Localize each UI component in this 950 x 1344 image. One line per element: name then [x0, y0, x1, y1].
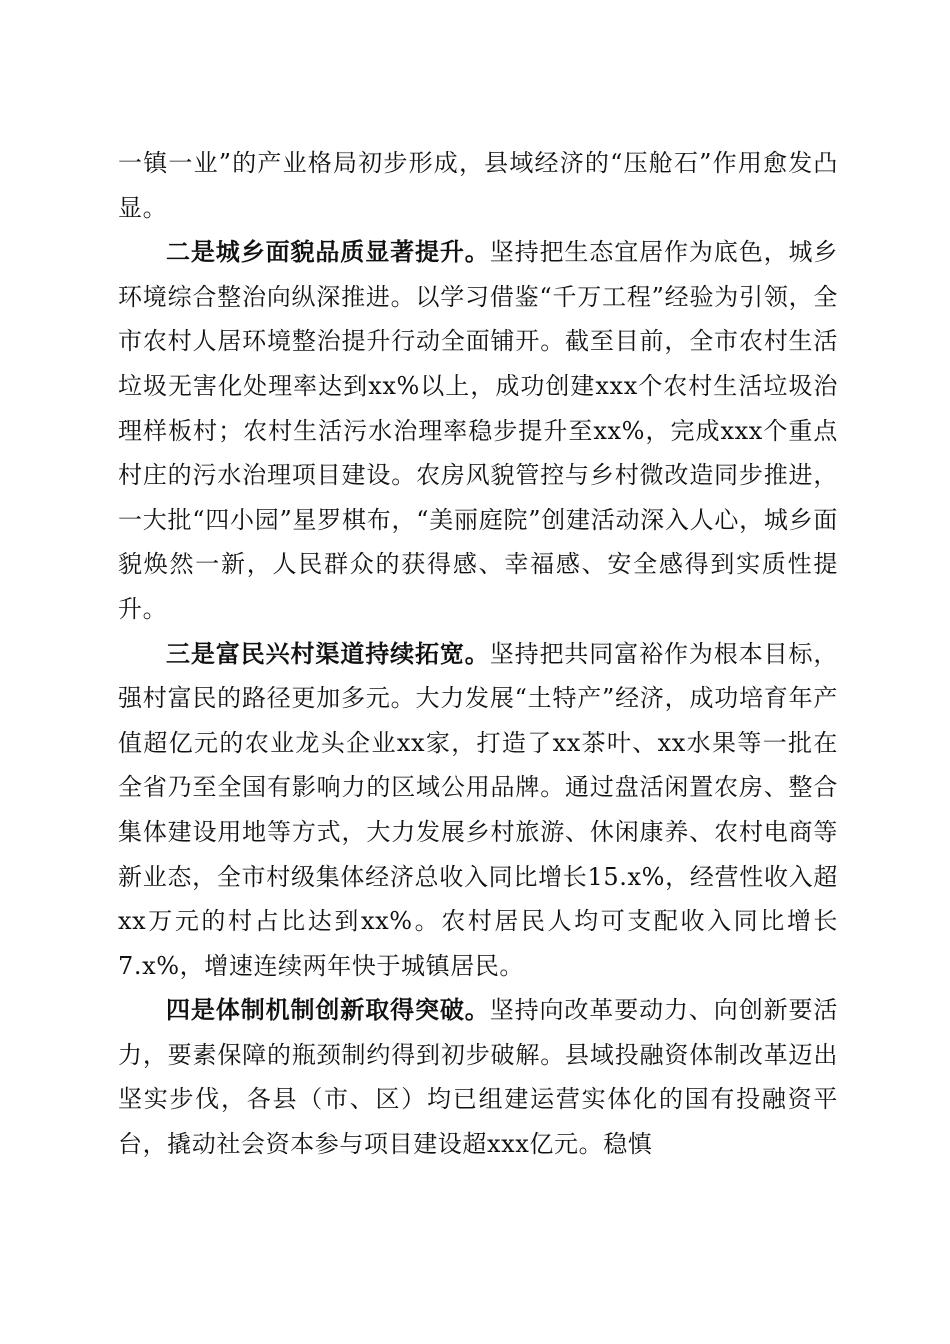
paragraph-lead: 四是体制机制创新取得突破。: [166, 995, 490, 1025]
paragraph-continuation: [118, 141, 838, 230]
paragraph-text: 一镇一业”的产业格局初步形成，县域经济的“压舱石”作用愈发凸显。: [118, 149, 838, 222]
paragraph-text: 坚持把生态宜居作为底色，城乡环境综合整治向纵深推进。以学习借鉴“千万工程”经验为引领，全市农村人居环境整治提升行动全面铺开。截至目前，全市农村生活垃圾无害化处理率达到xx%以上，成功创建xxx个农村生活垃圾治理样板村；农村生活污水治理率稳步提升至xx%，完成xxx个重点村庄的污水治理项目建设。农房风貌管控与乡村微改造同步推进，一大批“四小园”星罗棋布，“美丽庭院”创建活动深入人心，城乡面貌焕然一新，人民群众的获得感、幸福感、安全感得到实质性提升。: [118, 238, 838, 623]
paragraph-text: 坚持向改革要动力、向创新要活力，要素保障的瓶颈制约得到初步破解。县域投融资体制改革迈出坚实步伐，各县（市、区）均已组建运营实体化的国有投融资平台，撬动社会资本参与项目建设超xxx亿元。稳慎: [118, 996, 838, 1159]
paragraph-urban-rural: [118, 230, 838, 631]
paragraph-prosperity: [118, 632, 838, 989]
document-body: [118, 141, 838, 1167]
paragraph-text: 坚持把共同富裕作为根本目标，强村富民的路径更加多元。大力发展“土特产”经济，成功培育年产值超亿元的农业龙头企业xx家，打造了xx茶叶、xx水果等一批在全省乃至全国有影响力的区域公用品牌。通过盘活闲置农房、整合集体建设用地等方式，大力发展乡村旅游、休闲康养、农村电商等新业态，全市村级集体经济总收入同比增长15.x%，经营性收入超xx万元的村占比达到xx%。农村居民人均可支配收入同比增长7.x%，增速连续两年快于城镇居民。: [118, 639, 838, 980]
paragraph-lead: 二是城乡面貌品质显著提升。: [166, 237, 490, 267]
paragraph-institutional: [118, 988, 838, 1166]
paragraph-lead: 三是富民兴村渠道持续拓宽。: [166, 638, 490, 668]
